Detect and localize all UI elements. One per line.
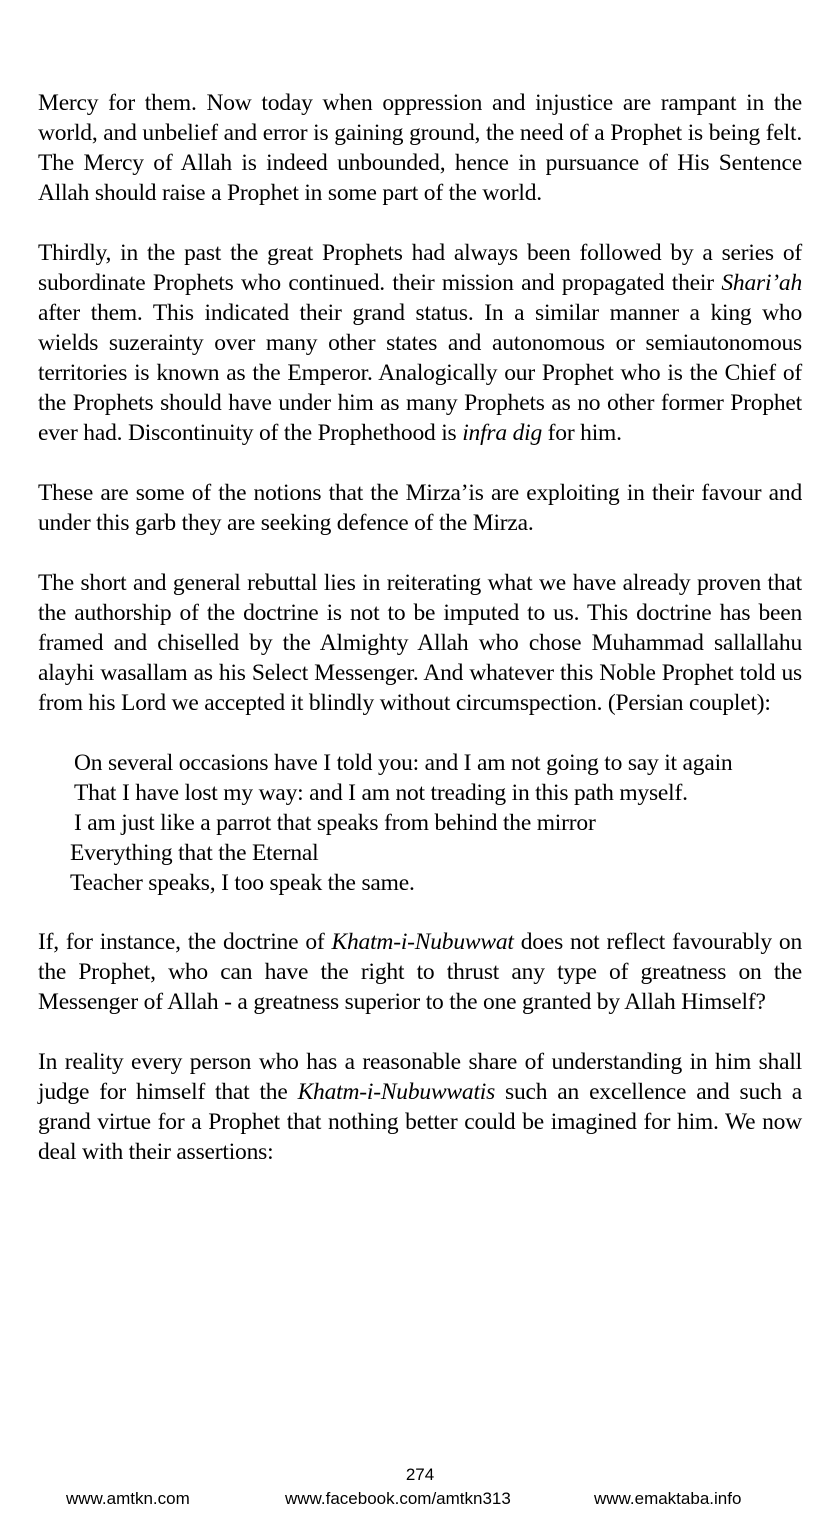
- poem-line: That I have lost my way: and I am not treading in this path myself.: [74, 780, 688, 806]
- footer-link-facebook[interactable]: www.facebook.com/amtkn313: [285, 1489, 511, 1508]
- poem-line: Teacher speaks, I too speak the same.: [70, 870, 415, 896]
- paragraph-text: such an excellence and such a grand virtue for a Prophet that nothing better could be imagined for him. We now deal with their assertions:: [38, 1079, 802, 1165]
- poem-line: Everything that the Eternal: [70, 840, 319, 866]
- page-number: 274: [405, 1465, 435, 1484]
- italic-term: Khatm-i-Nubuwwatis: [297, 1079, 496, 1105]
- paragraph-text: after them. This indicated their grand status. In a similar manner a king who wields suzerainty over many other states and autonomous or semiautonomous territories is known as the Emperor. Analogically our Prophet who is the Chief of the Prophets should have under him as many Prophets as no other former Prophet ever had. Discontinuity of the Prophethood is: [38, 300, 802, 446]
- paragraph: [38, 88, 802, 208]
- paragraph: [38, 1047, 802, 1167]
- paragraph-text: These are some of the notions that the Mirza’is are exploiting in their favour and under this garb they are seeking defence of the Mirza.: [38, 480, 802, 536]
- paragraph-text: does not reflect favourably on the Prophet, who can have the right to thrust any type of greatness on the Messenger of Allah - a greatness superior to the one granted by Allah Himself?: [38, 929, 802, 1015]
- paragraph: [38, 238, 802, 448]
- poem-line: On several occasions have I told you: and I am not going to say it again: [74, 750, 733, 776]
- paragraph: [38, 568, 802, 718]
- paragraph-text: If, for instance, the doctrine of: [38, 929, 332, 955]
- footer-link-emaktaba[interactable]: www.emaktaba.info: [594, 1489, 742, 1508]
- italic-term: infra dig: [462, 420, 542, 446]
- poem-line: I am just like a parrot that speaks from behind the mirror: [74, 810, 596, 836]
- footer-link-amtkn[interactable]: www.amtkn.com: [66, 1489, 190, 1508]
- paragraph: [38, 478, 802, 538]
- italic-term: Shari’ah: [721, 270, 802, 296]
- paragraphs-after-poem: [38, 927, 802, 1167]
- paragraph-text: The short and general rebuttal lies in reiterating what we have already proven that the authorship of the doctrine is not to be imputed to us. This doctrine has been framed and chiselled by the Almighty Allah who chose Muhammad sallallahu alayhi wasallam as his Select Messenger. And whatever this Noble Prophet told us from his Lord we accepted it blindly without circumspection. (Persian couplet):: [38, 570, 802, 716]
- paragraph-text: for him.: [542, 420, 622, 446]
- persian-couplet: [38, 748, 802, 898]
- paragraphs-before-poem: [38, 88, 802, 718]
- italic-term: Khatm-i-Nubuwwat: [331, 929, 514, 955]
- paragraph-text: Mercy for them. Now today when oppression and injustice are rampant in the world, and unbelief and error is gaining ground, the need of a Prophet is being felt. The Mercy of Allah is indeed unbounded, hence in pursuance of His Sentence Allah should raise a Prophet in some part of the world.: [38, 90, 802, 206]
- paragraph: [38, 927, 802, 1017]
- page-body: [38, 88, 802, 1197]
- paragraph-text: Thirdly, in the past the great Prophets had always been followed by a series of subordinate Prophets who continued. their mission and propagated their: [38, 240, 802, 296]
- paragraph-text: In reality every person who has a reasonable share of understanding in him shall judge for himself that the: [38, 1049, 802, 1105]
